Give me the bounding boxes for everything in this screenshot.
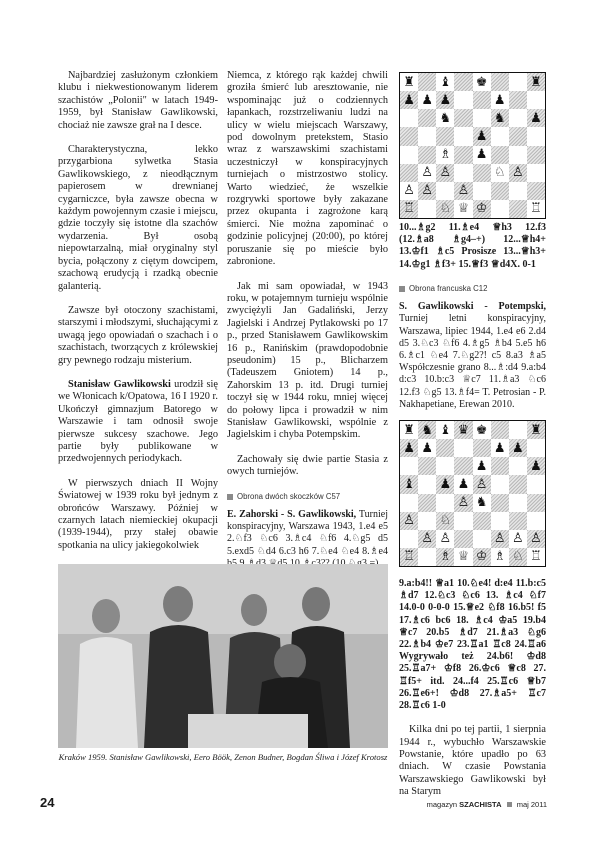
paragraph: Jak mi sam opowiadał, w 1943 roku, w potajemnym turnieju wspólnie zwyciężyli Jan Gadaliński, Jerzy Jagielski i Andrzej Pytlakowski po 17 p., przed Stanisławem Gawlikowskim 16 p., Ranińskim (prawdopodobnie pseudonim) 15 p., Blicharzem (Tadeuszem Gniotem) 14 p., Zahorskim 13 p. itd. Drugi turniej toczył się w 1944 roku, mniej więcej do połowy lipca i prowadził w nim Stanisław Gawlikowski, wspólnie z Jagielskim i chyba Potempskim. xyxy=(227,280,388,441)
board-square xyxy=(527,475,545,493)
board-square xyxy=(400,457,418,475)
chess-piece-icon: ♞ xyxy=(436,109,454,127)
board-square xyxy=(509,512,527,530)
board-square xyxy=(509,457,527,475)
board-square xyxy=(400,164,418,182)
chess-piece-icon: ♟ xyxy=(527,109,545,127)
board-square xyxy=(527,182,545,200)
paragraph: Zachowały się dwie partie Stasia z owych turniejów. xyxy=(227,453,388,478)
game-notation: 9.a:b4!! ♕a1 10.♘e4! d:e4 11.b:c5 ♗d7 12.♘c3 ♘c6 13. ♗c4 ♘f7 14.0-0 0-0-0 15.♕e2 ♘f8 16.b5! f5 17.♗c6 bc6 18. ♗c4 ♔a5 19.b4 ♕c7 20.b5 ♗d7 21.♗a3 ♘g6 22.♗b4 ♔e7 23.♖a1 ♖c8 24.♖a6 Wygrywało też 24.b6! ♔d8 25.♖a7+ ♔f8 26.♔c6 ♕c8 27. ♖f5+ itd. 24...f4 25.♖c6 ♕b7 26.♖e6+! ♔d8 27.♗a5+ ♖c7 28.♖c6 1-0 xyxy=(399,578,546,712)
chess-piece-icon: ♔ xyxy=(473,200,491,218)
chess-piece-icon: ♝ xyxy=(400,475,418,493)
board-square xyxy=(527,494,545,512)
chess-piece-icon: ♝ xyxy=(436,73,454,91)
board-square xyxy=(454,439,472,457)
board-square xyxy=(527,91,545,109)
text-column-2 xyxy=(227,70,388,582)
photo-caption: Kraków 1959. Stanisław Gawlikowski, Eero Böök, Zenon Budner, Bogdan Śliwa i Józef Krotosz xyxy=(58,752,388,762)
board-square xyxy=(473,512,491,530)
chess-piece-icon: ♘ xyxy=(491,164,509,182)
bullet-square-icon xyxy=(227,494,233,500)
board-square xyxy=(418,109,436,127)
board-square xyxy=(509,91,527,109)
chess-piece-icon: ♙ xyxy=(400,512,418,530)
board-square xyxy=(509,109,527,127)
board-square xyxy=(473,182,491,200)
chess-piece-icon: ♞ xyxy=(418,421,436,439)
board-square xyxy=(454,127,472,145)
chess-piece-icon: ♟ xyxy=(400,439,418,457)
board-square xyxy=(418,127,436,145)
board-square xyxy=(418,200,436,218)
board-square xyxy=(491,73,509,91)
paragraph: Kilka dni po tej partii, 1 sierpnia 1944 r., wybuchło Warszawskie Powstanie, które upadło po 63 dniach. W czasie Powstania Warszawskiego Gawlikowski był na Starym xyxy=(399,724,546,798)
game-players: S. Gawlikowski - Potempski, xyxy=(399,301,546,313)
historical-photo xyxy=(58,564,388,748)
board-square xyxy=(509,127,527,145)
chess-piece-icon: ♙ xyxy=(491,530,509,548)
board-square xyxy=(400,127,418,145)
chess-piece-icon: ♟ xyxy=(491,439,509,457)
board-square xyxy=(454,73,472,91)
chess-piece-icon: ♟ xyxy=(491,91,509,109)
opening-name: Obrona francuska C12 xyxy=(409,283,488,293)
chess-diagram-1 xyxy=(399,72,546,219)
chess-piece-icon: ♞ xyxy=(473,494,491,512)
game-notation xyxy=(399,301,546,411)
chess-piece-icon: ♜ xyxy=(527,421,545,439)
chess-piece-icon: ♛ xyxy=(454,421,472,439)
board-square xyxy=(491,182,509,200)
board-square xyxy=(527,512,545,530)
board-square xyxy=(418,457,436,475)
board-square xyxy=(436,457,454,475)
board-square xyxy=(400,494,418,512)
game-note: Współczesnie grano 8...♗:d4 9.a:b4 d:c3 10.b:c3 ♕c7 11.♗a3 ♘c6 12.f3 ♘g5 13.♗f4= T. Petrosian - P. Nakhapetiane, Erewan 2010. xyxy=(399,362,546,410)
chess-piece-icon: ♟ xyxy=(473,457,491,475)
board-square xyxy=(418,146,436,164)
chess-piece-icon: ♘ xyxy=(509,548,527,566)
page-number: 24 xyxy=(40,795,55,810)
chess-piece-icon: ♟ xyxy=(436,91,454,109)
magazine-label: magazyn xyxy=(426,800,458,809)
chess-piece-icon: ♟ xyxy=(454,475,472,493)
paragraph: Najbardziej zasłużonym członkiem klubu i niekwestionowanym liderem szachistów „Polonii" w latach 1949-1959, był Stanisław Gawlikowski, chociaż nie zawsze grał na I desce. xyxy=(58,70,218,131)
chess-piece-icon: ♙ xyxy=(473,475,491,493)
chess-piece-icon: ♚ xyxy=(473,421,491,439)
chess-piece-icon: ♟ xyxy=(436,475,454,493)
chess-piece-icon: ♙ xyxy=(454,494,472,512)
board-square xyxy=(491,475,509,493)
chess-piece-icon: ♖ xyxy=(400,548,418,566)
chess-piece-icon: ♙ xyxy=(509,530,527,548)
board-square xyxy=(509,200,527,218)
board-square xyxy=(527,164,545,182)
board-square xyxy=(436,182,454,200)
opening-label xyxy=(227,491,388,503)
board-square xyxy=(454,109,472,127)
game-players: E. Zahorski - S. Gawlikowski, xyxy=(227,509,357,520)
chess-piece-icon: ♙ xyxy=(527,530,545,548)
board-square xyxy=(436,127,454,145)
game-notation: 10...♗g2 11.♗e4 ♕h3 12.f3 (12.♗a8 ♗g4–+) 12...♕h4+ 13.♔f1 ♗c5 Prosisze 13...♕h3+ 14.♔g1 ♗f3+ 15.♕f3 ♕d4X. 0-1 xyxy=(399,222,546,270)
board-square xyxy=(473,91,491,109)
paragraph xyxy=(58,379,218,466)
chess-piece-icon: ♗ xyxy=(491,548,509,566)
board-square xyxy=(491,200,509,218)
board-square xyxy=(454,512,472,530)
board-square xyxy=(418,73,436,91)
game-notation xyxy=(227,509,388,570)
board-square xyxy=(527,439,545,457)
chess-piece-icon: ♙ xyxy=(436,530,454,548)
board-square xyxy=(473,439,491,457)
board-square xyxy=(509,475,527,493)
board-square xyxy=(454,164,472,182)
chess-piece-icon: ♙ xyxy=(454,182,472,200)
chess-piece-icon: ♙ xyxy=(418,182,436,200)
board-square xyxy=(473,109,491,127)
game-moves: Turniej konspiracyjny, Warszawa 1943, 1.e4 e5 2.♘f3 ♘c6 3.♗c4 ♘f6 4.♘g5 d5 5.exd5 ♘d4 6.c3 h6 7.♘e4 ♘e4 8.♗e4 xyxy=(227,509,388,557)
chess-piece-icon: ♖ xyxy=(527,200,545,218)
chess-piece-icon: ♘ xyxy=(436,512,454,530)
chess-piece-icon: ♕ xyxy=(454,200,472,218)
chess-piece-icon: ♟ xyxy=(473,127,491,145)
chess-piece-icon: ♝ xyxy=(436,421,454,439)
chess-piece-icon: ♙ xyxy=(418,164,436,182)
board-square xyxy=(418,475,436,493)
board-square xyxy=(400,146,418,164)
bullet-square-icon xyxy=(507,802,512,807)
board-square xyxy=(454,530,472,548)
chess-piece-icon: ♔ xyxy=(473,548,491,566)
chess-piece-icon: ♜ xyxy=(527,73,545,91)
board-square xyxy=(454,91,472,109)
board-square xyxy=(400,109,418,127)
board-square xyxy=(418,548,436,566)
paragraph: Niemca, z którego rąk każdej chwili groziła śmierć lub aresztowanie, nie wspominając już o codziennych łapankach, rozstrzeliwaniu ludzi na ulicy w wielu miejscach Warszawy, pod dowolnym pretekstem, Stasio wraz z warszawskimi szachistami uczestniczył w konspiracyjnych turniejach o mistrzostwo stolicy. Warto wiedzieć, że wszelkie rozgrywki sportowe były zakazane przez okupanta i zagrożone karą śmierci. Nie można zapominać o godzinie policyjnej (20:00), po której poruszanie się po mieście było zabronione. xyxy=(227,70,388,268)
paragraph: W pierwszych dniach II Wojny Światowej w 1939 roku był jednym z obrońców Warszawy. Później w czarnych latach niemieckiej okupacji (1939-1944), przy stałej obawie spotkania na ulicy jakiegokolwiek xyxy=(58,477,218,551)
board-square xyxy=(491,457,509,475)
board-square xyxy=(509,73,527,91)
board-square xyxy=(509,146,527,164)
board-square xyxy=(509,421,527,439)
board-square xyxy=(491,494,509,512)
board-square xyxy=(491,421,509,439)
person-name: Stanisław Gawlikowski xyxy=(68,378,171,390)
text-column-3-top xyxy=(399,222,546,423)
paragraph-text: urodził się we Włonicach k/Opatowa, 16 I 1920 r. Ukończył gimnazjum Batorego w Warszawie i tam odnosił swoje pierwsze sukcesy szachowe. Jego partie były publikowane w przedwojennych periodykach. xyxy=(58,378,218,465)
chess-piece-icon: ♜ xyxy=(400,73,418,91)
board-square xyxy=(400,530,418,548)
board-square xyxy=(418,512,436,530)
chess-piece-icon: ♟ xyxy=(418,439,436,457)
chess-piece-icon: ♕ xyxy=(454,548,472,566)
opening-label xyxy=(399,283,546,295)
board-square xyxy=(527,146,545,164)
chess-piece-icon: ♟ xyxy=(509,439,527,457)
board-square xyxy=(491,146,509,164)
opening-name: Obrona dwóch skoczków C57 xyxy=(237,491,341,501)
chess-piece-icon: ♟ xyxy=(527,457,545,475)
board-square xyxy=(491,512,509,530)
board-square xyxy=(436,494,454,512)
text-column-1 xyxy=(58,70,218,564)
board-square xyxy=(509,494,527,512)
paragraph: Zawsze był otoczony szachistami, starszymi i młodszymi, słuchającymi z uwagą jego opowiadań o szachach i o szachistach, tworzących z królewskiej gry pewnego rodzaju misterium. xyxy=(58,304,218,366)
chess-piece-icon: ♘ xyxy=(436,200,454,218)
paragraph: Charakterystyczna, lekko przygarbiona sylwetka Stasia Gawlikowskiego, z nieodłącznym papierosem w drewnianej cygarniczce, była zawsze obecna w każdym powojennym czasie i miejscu, gdzie toczyły się istotne dla szachów wydarzenia. Był osobą niepowtarzalną, miał oryginalny styl bycia, połączony z ciętym dowcipem, szachową erudycją i rzadką obecnie galanterią. xyxy=(58,144,218,292)
chess-piece-icon: ♙ xyxy=(436,164,454,182)
game-moves: Turniej letni konspiracyjny, Warszawa, lipiec 1944, 1.e4 e6 2.d4 d5 3.♘c3 ♘f6 4.♗g5 ♗b4 5.e5 h6 6.♗c1 ♘e4 7.♘g2?! c5 8.a3 ♗a5 xyxy=(399,313,546,362)
board-square xyxy=(418,494,436,512)
chess-piece-icon: ♙ xyxy=(509,164,527,182)
board-square xyxy=(473,164,491,182)
photo-illustration xyxy=(58,564,388,748)
text-column-3-bottom xyxy=(399,578,546,811)
chess-diagram-2 xyxy=(399,420,546,567)
board-square xyxy=(436,439,454,457)
chess-piece-icon: ♟ xyxy=(473,146,491,164)
chess-piece-icon: ♖ xyxy=(527,548,545,566)
issue-date: maj 2011 xyxy=(516,800,547,809)
board-square xyxy=(454,146,472,164)
chess-piece-icon: ♚ xyxy=(473,73,491,91)
board-square xyxy=(491,127,509,145)
magazine-brand: SZACHISTA xyxy=(459,800,502,809)
board-square xyxy=(527,127,545,145)
chess-piece-icon: ♜ xyxy=(400,421,418,439)
chess-piece-icon: ♗ xyxy=(436,146,454,164)
chess-piece-icon: ♗ xyxy=(436,548,454,566)
bullet-square-icon xyxy=(399,286,405,292)
board-square xyxy=(509,182,527,200)
chess-piece-icon: ♙ xyxy=(400,182,418,200)
chess-piece-icon: ♟ xyxy=(418,91,436,109)
chess-piece-icon: ♖ xyxy=(400,200,418,218)
chess-piece-icon: ♙ xyxy=(418,530,436,548)
magazine-footer xyxy=(427,800,547,809)
chess-piece-icon: ♟ xyxy=(400,91,418,109)
board-square xyxy=(473,530,491,548)
chess-piece-icon: ♞ xyxy=(491,109,509,127)
board-square xyxy=(454,457,472,475)
